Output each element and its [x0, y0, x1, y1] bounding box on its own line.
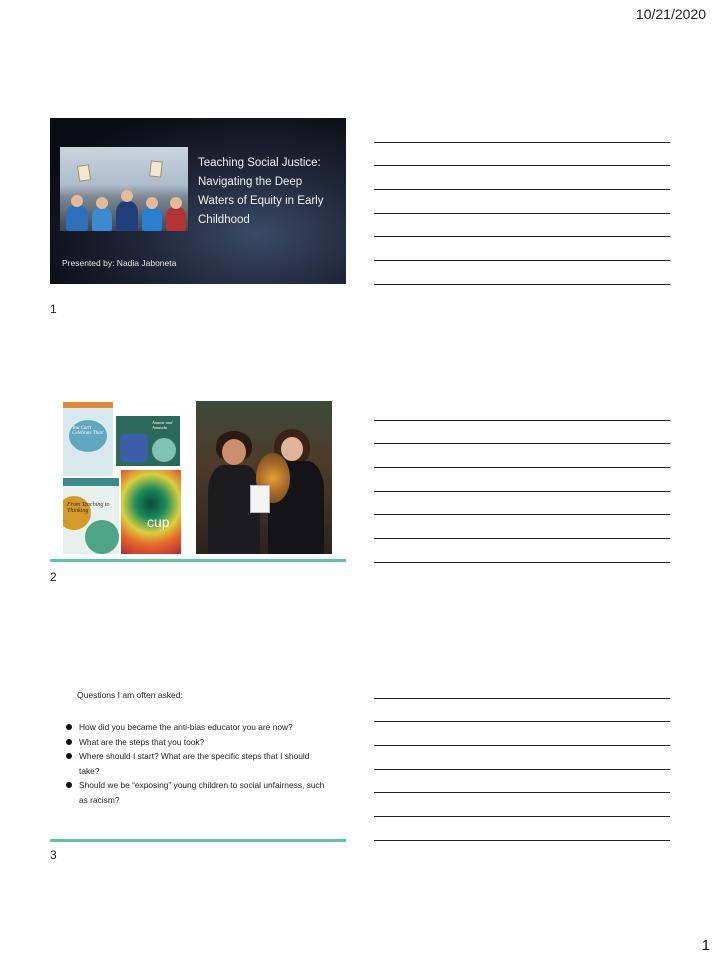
book-cover — [63, 402, 113, 476]
note-line — [374, 792, 670, 793]
two-women-photo — [196, 401, 332, 554]
child-figure — [166, 207, 186, 231]
book-held — [250, 485, 270, 513]
adult-figure — [116, 201, 138, 231]
note-line — [374, 165, 670, 166]
note-line — [374, 514, 670, 515]
slide-accent-bar — [50, 559, 346, 562]
note-line — [374, 420, 670, 421]
book-title: You Can't Celebrate That! — [72, 426, 104, 436]
note-line — [374, 491, 670, 492]
page-number: 1 — [701, 937, 710, 954]
bullet-icon — [66, 753, 72, 759]
bullet-text: Where should I start? What are the specific steps that I should take? — [79, 751, 310, 776]
book-circle — [69, 420, 107, 452]
title-line: Childhood — [198, 214, 250, 226]
face — [222, 439, 246, 465]
protest-sign — [149, 160, 163, 177]
note-line — [374, 189, 670, 190]
questions-list — [62, 720, 330, 807]
note-line — [374, 538, 670, 539]
note-line — [374, 284, 670, 285]
slide-3-number: 3 — [50, 848, 57, 862]
note-line — [374, 816, 670, 817]
book-cover — [121, 470, 181, 554]
book-circle — [152, 438, 176, 462]
slide-accent-bar — [50, 839, 346, 842]
child-figure — [66, 205, 88, 231]
slide-2 — [50, 396, 346, 562]
note-line — [374, 698, 670, 699]
book-circle — [85, 520, 119, 554]
bullet-icon — [66, 739, 72, 745]
note-line — [374, 769, 670, 770]
bullet-text: Should we be “exposing” young children to social unfairness, such as racism? — [79, 780, 325, 805]
note-line — [374, 213, 670, 214]
protest-sign — [77, 164, 91, 182]
child-figure — [142, 207, 162, 231]
note-line — [374, 840, 670, 841]
children-protest-photo — [60, 147, 188, 231]
book-title: cup — [147, 514, 170, 530]
child-head — [96, 197, 108, 209]
bullet-icon — [66, 782, 72, 788]
title-line: Teaching Social Justice: — [198, 157, 321, 169]
adult-head — [121, 190, 133, 202]
slide-3-heading: Questions I am often asked: — [77, 690, 183, 700]
slide-1-title — [198, 154, 340, 230]
note-line — [374, 467, 670, 468]
list-item — [62, 720, 330, 735]
slide-1 — [50, 118, 346, 284]
book-cover — [63, 478, 119, 554]
child-head — [71, 195, 83, 207]
note-line — [374, 721, 670, 722]
book-band — [63, 478, 119, 486]
title-line: Waters of Equity in Early — [198, 195, 324, 207]
face — [281, 437, 303, 461]
note-line — [374, 260, 670, 261]
note-line — [374, 236, 670, 237]
list-item — [62, 735, 330, 750]
title-line: Navigating the Deep — [198, 176, 303, 188]
book-band — [63, 402, 113, 408]
bullet-text: What are the steps that you took? — [79, 736, 205, 747]
bullet-text: How did you became the anti-bias educator you are now? — [79, 722, 293, 732]
slide-2-number: 2 — [50, 570, 57, 584]
book-title: From Teaching to Thinking — [67, 502, 110, 514]
note-line — [374, 562, 670, 563]
bullet-icon — [66, 724, 72, 730]
book-photo — [120, 434, 148, 462]
list-item — [62, 749, 330, 778]
list-item — [62, 778, 330, 807]
note-line — [374, 443, 670, 444]
note-line — [374, 745, 670, 746]
child-head — [170, 197, 182, 209]
child-figure — [92, 207, 112, 231]
page-date: 10/21/2020 — [635, 6, 706, 22]
child-head — [146, 197, 158, 209]
book-cover — [116, 416, 180, 466]
presenter-credit: Presented by: Nadia Jaboneta — [62, 258, 177, 268]
slide-3 — [50, 676, 346, 842]
slide-1-number: 1 — [50, 302, 57, 316]
book-title: Anansi and Amanda — [152, 420, 173, 430]
note-line — [374, 142, 670, 143]
